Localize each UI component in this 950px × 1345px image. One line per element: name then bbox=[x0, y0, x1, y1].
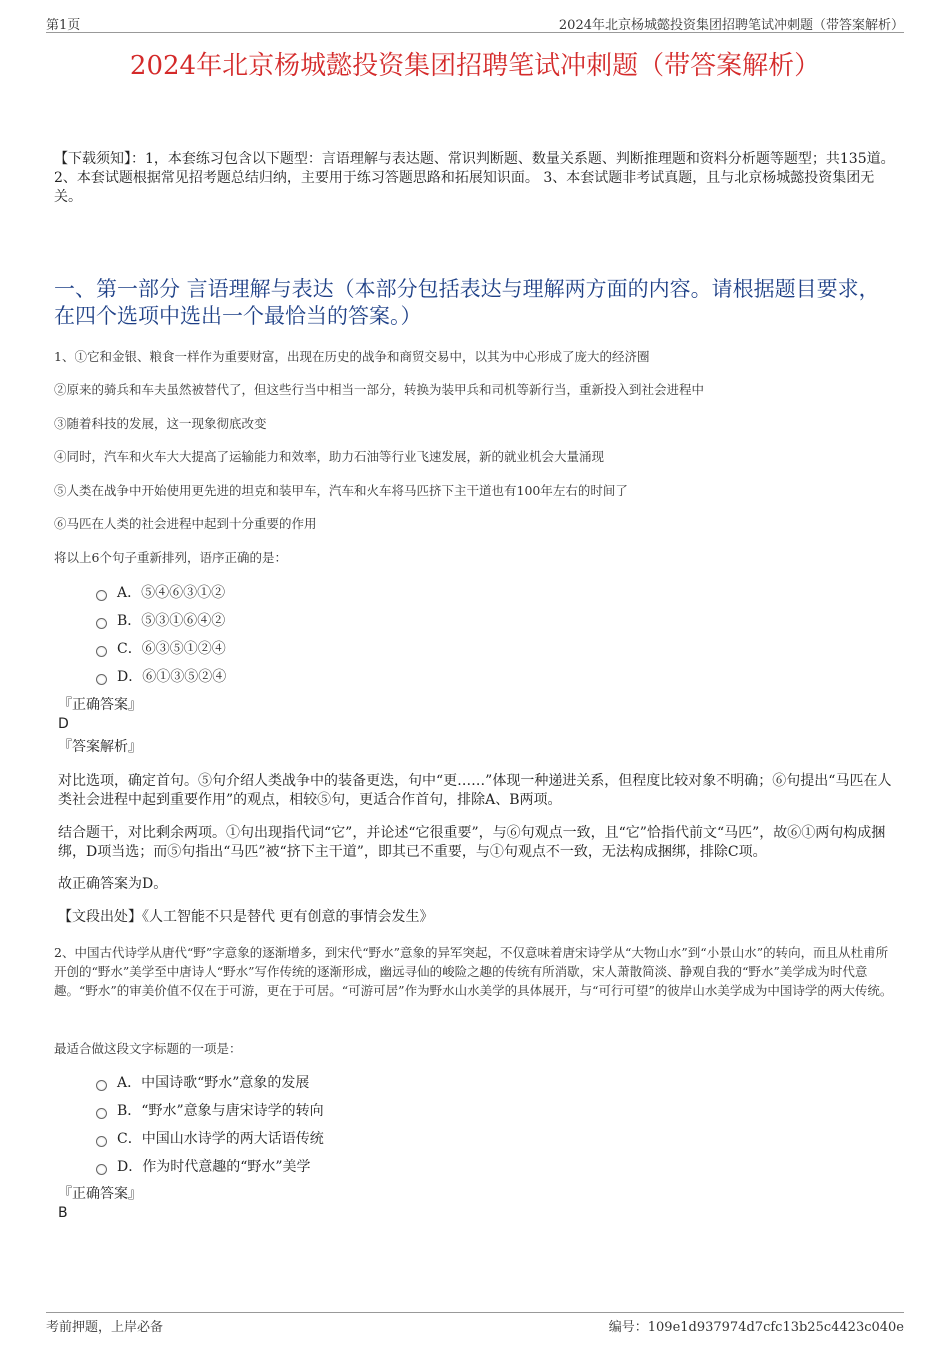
q2-option-a[interactable] bbox=[96, 1068, 324, 1096]
q1-explanation-3: 故正确答案为D。 bbox=[58, 876, 168, 892]
page-footer bbox=[46, 1312, 904, 1333]
q1-sentence-3: ③随着科技的发展，这一现象彻底改变 bbox=[54, 416, 267, 431]
option-label: B．“野水”意象与唐宋诗学的转向 bbox=[117, 1103, 324, 1119]
document-title: 2024年北京杨城懿投资集团招聘笔试冲刺题（带答案解析） bbox=[129, 51, 821, 81]
q1-answer: D bbox=[58, 716, 69, 732]
option-label: C．⑥③⑤①②④ bbox=[117, 641, 226, 657]
q1-sentence-5: ⑤人类在战争中开始使用更先进的坦克和装甲车，汽车和火车将马匹挤下主干道也有100年左右的时间了 bbox=[54, 483, 628, 498]
q2-option-d[interactable] bbox=[96, 1152, 324, 1180]
footer-doc-id: 编号：109e1d937974d7cfc13b25c4423c040e bbox=[608, 1320, 904, 1335]
q1-sentence-6: ⑥马匹在人类的社会进程中起到十分重要的作用 bbox=[54, 516, 317, 531]
radio-icon[interactable] bbox=[96, 674, 107, 685]
q1-explanation-1: 对比选项，确定首句。⑤句介绍人类战争中的装备更迭，句中“更……”体现一种递进关系，但程度比较对象不明确；⑥句提出“马匹在人类社会进程中起到重要作用”的观点，相较⑤句，更适合作首句，排除A、B两项。 bbox=[58, 773, 892, 808]
header-doc-title: 2024年北京杨城懿投资集团招聘笔试冲刺题（带答案解析） bbox=[558, 18, 904, 33]
radio-icon[interactable] bbox=[96, 646, 107, 657]
q2-text: 2、中国古代诗学从唐代“野”字意象的逐渐增多，到宋代“野水”意象的异军突起，不仅意味着唐宋诗学从“大物山水”到“小景山水”的转向，而且从杜甫所开创的“野水”美学至中唐诗人“野水”写作传统的逐渐形成，幽远寻仙的峻险之趣的传统有所消歇，宋人萧散简淡、静观自我的“野水”美学成为时代意趣。“野水”的审美价值不仅在于可游，更在于可居。“可游可居”作为野水山水美学的具体展开，与“可行可望”的彼岸山水美学成为中国诗学的两大传统。 bbox=[54, 945, 893, 998]
option-label: A．中国诗歌“野水”意象的发展 bbox=[117, 1075, 310, 1091]
q2-answer-label: 『正确答案』 bbox=[58, 1186, 142, 1202]
q2-options bbox=[96, 1068, 324, 1180]
q2-stem: 最适合做这段文字标题的一项是： bbox=[54, 1041, 242, 1056]
radio-icon[interactable] bbox=[96, 590, 107, 601]
footer-slogan: 考前押题，上岸必备 bbox=[46, 1320, 164, 1335]
q1-option-b[interactable] bbox=[96, 606, 226, 634]
page-header bbox=[46, 14, 904, 33]
section-heading: 一、第一部分 言语理解与表达（本部分包括表达与理解两方面的内容。请根据题目要求，在四个选项中选出一个最恰当的答案。） bbox=[54, 277, 880, 328]
radio-icon[interactable] bbox=[96, 1108, 107, 1119]
option-label: D．⑥①③⑤②④ bbox=[117, 669, 227, 685]
q1-explanation-2: 结合题干，对比剩余两项。①句出现指代词“它”，并论述“它很重要”，与⑥句观点一致，且“它”恰指代前文“马匹”，故⑥①两句构成捆绑，D项当选；而⑤句指出“马匹”被“挤下主干道”，即其已不重要，与①句观点不一致，无法构成捆绑，排除C项。 bbox=[58, 825, 886, 860]
q1-source: 【文段出处】《人工智能不只是替代 更有创意的事情会发生》 bbox=[58, 909, 434, 925]
page-number: 第1页 bbox=[46, 18, 81, 33]
download-notice: 【下载须知】：1，本套练习包含以下题型：言语理解与表达题、常识判断题、数量关系题、判断推理题和资料分析题等题型；共135道。 2、本套试题根据常见招考题总结归纳，主要用于练习答题思路和拓展知识面。 3、本套试题非考试真题，且与北京杨城懿投资集团无关。 bbox=[54, 151, 895, 205]
q1-sentence-2: ②原来的骑兵和车夫虽然被替代了，但这些行当中相当一部分，转换为装甲兵和司机等新行当，重新投入到社会进程中 bbox=[54, 382, 705, 397]
option-label: C．中国山水诗学的两大话语传统 bbox=[117, 1131, 324, 1147]
q1-option-d[interactable] bbox=[96, 662, 226, 690]
radio-icon[interactable] bbox=[96, 618, 107, 629]
radio-icon[interactable] bbox=[96, 1164, 107, 1175]
q1-sentence-1: 1、①它和金银、粮食一样作为重要财富，出现在历史的战争和商贸交易中，以其为中心形成了庞大的经济圈 bbox=[54, 349, 650, 364]
q1-option-a[interactable] bbox=[96, 578, 226, 606]
q2-answer: B bbox=[58, 1205, 68, 1221]
q2-option-b[interactable] bbox=[96, 1096, 324, 1124]
q1-options bbox=[96, 578, 226, 690]
q2-option-c[interactable] bbox=[96, 1124, 324, 1152]
q1-option-c[interactable] bbox=[96, 634, 226, 662]
q1-sentence-4: ④同时，汽车和火车大大提高了运输能力和效率，助力石油等行业飞速发展，新的就业机会大量涌现 bbox=[54, 449, 605, 464]
q1-analysis-label: 『答案解析』 bbox=[58, 739, 142, 755]
q1-stem: 将以上6个句子重新排列，语序正确的是： bbox=[54, 550, 287, 565]
q1-answer-label: 『正确答案』 bbox=[58, 697, 142, 713]
option-label: A．⑤④⑥③①② bbox=[117, 585, 226, 601]
option-label: B．⑤③①⑥④② bbox=[117, 613, 226, 629]
radio-icon[interactable] bbox=[96, 1136, 107, 1147]
option-label: D．作为时代意趣的“野水”美学 bbox=[117, 1159, 311, 1175]
radio-icon[interactable] bbox=[96, 1080, 107, 1091]
